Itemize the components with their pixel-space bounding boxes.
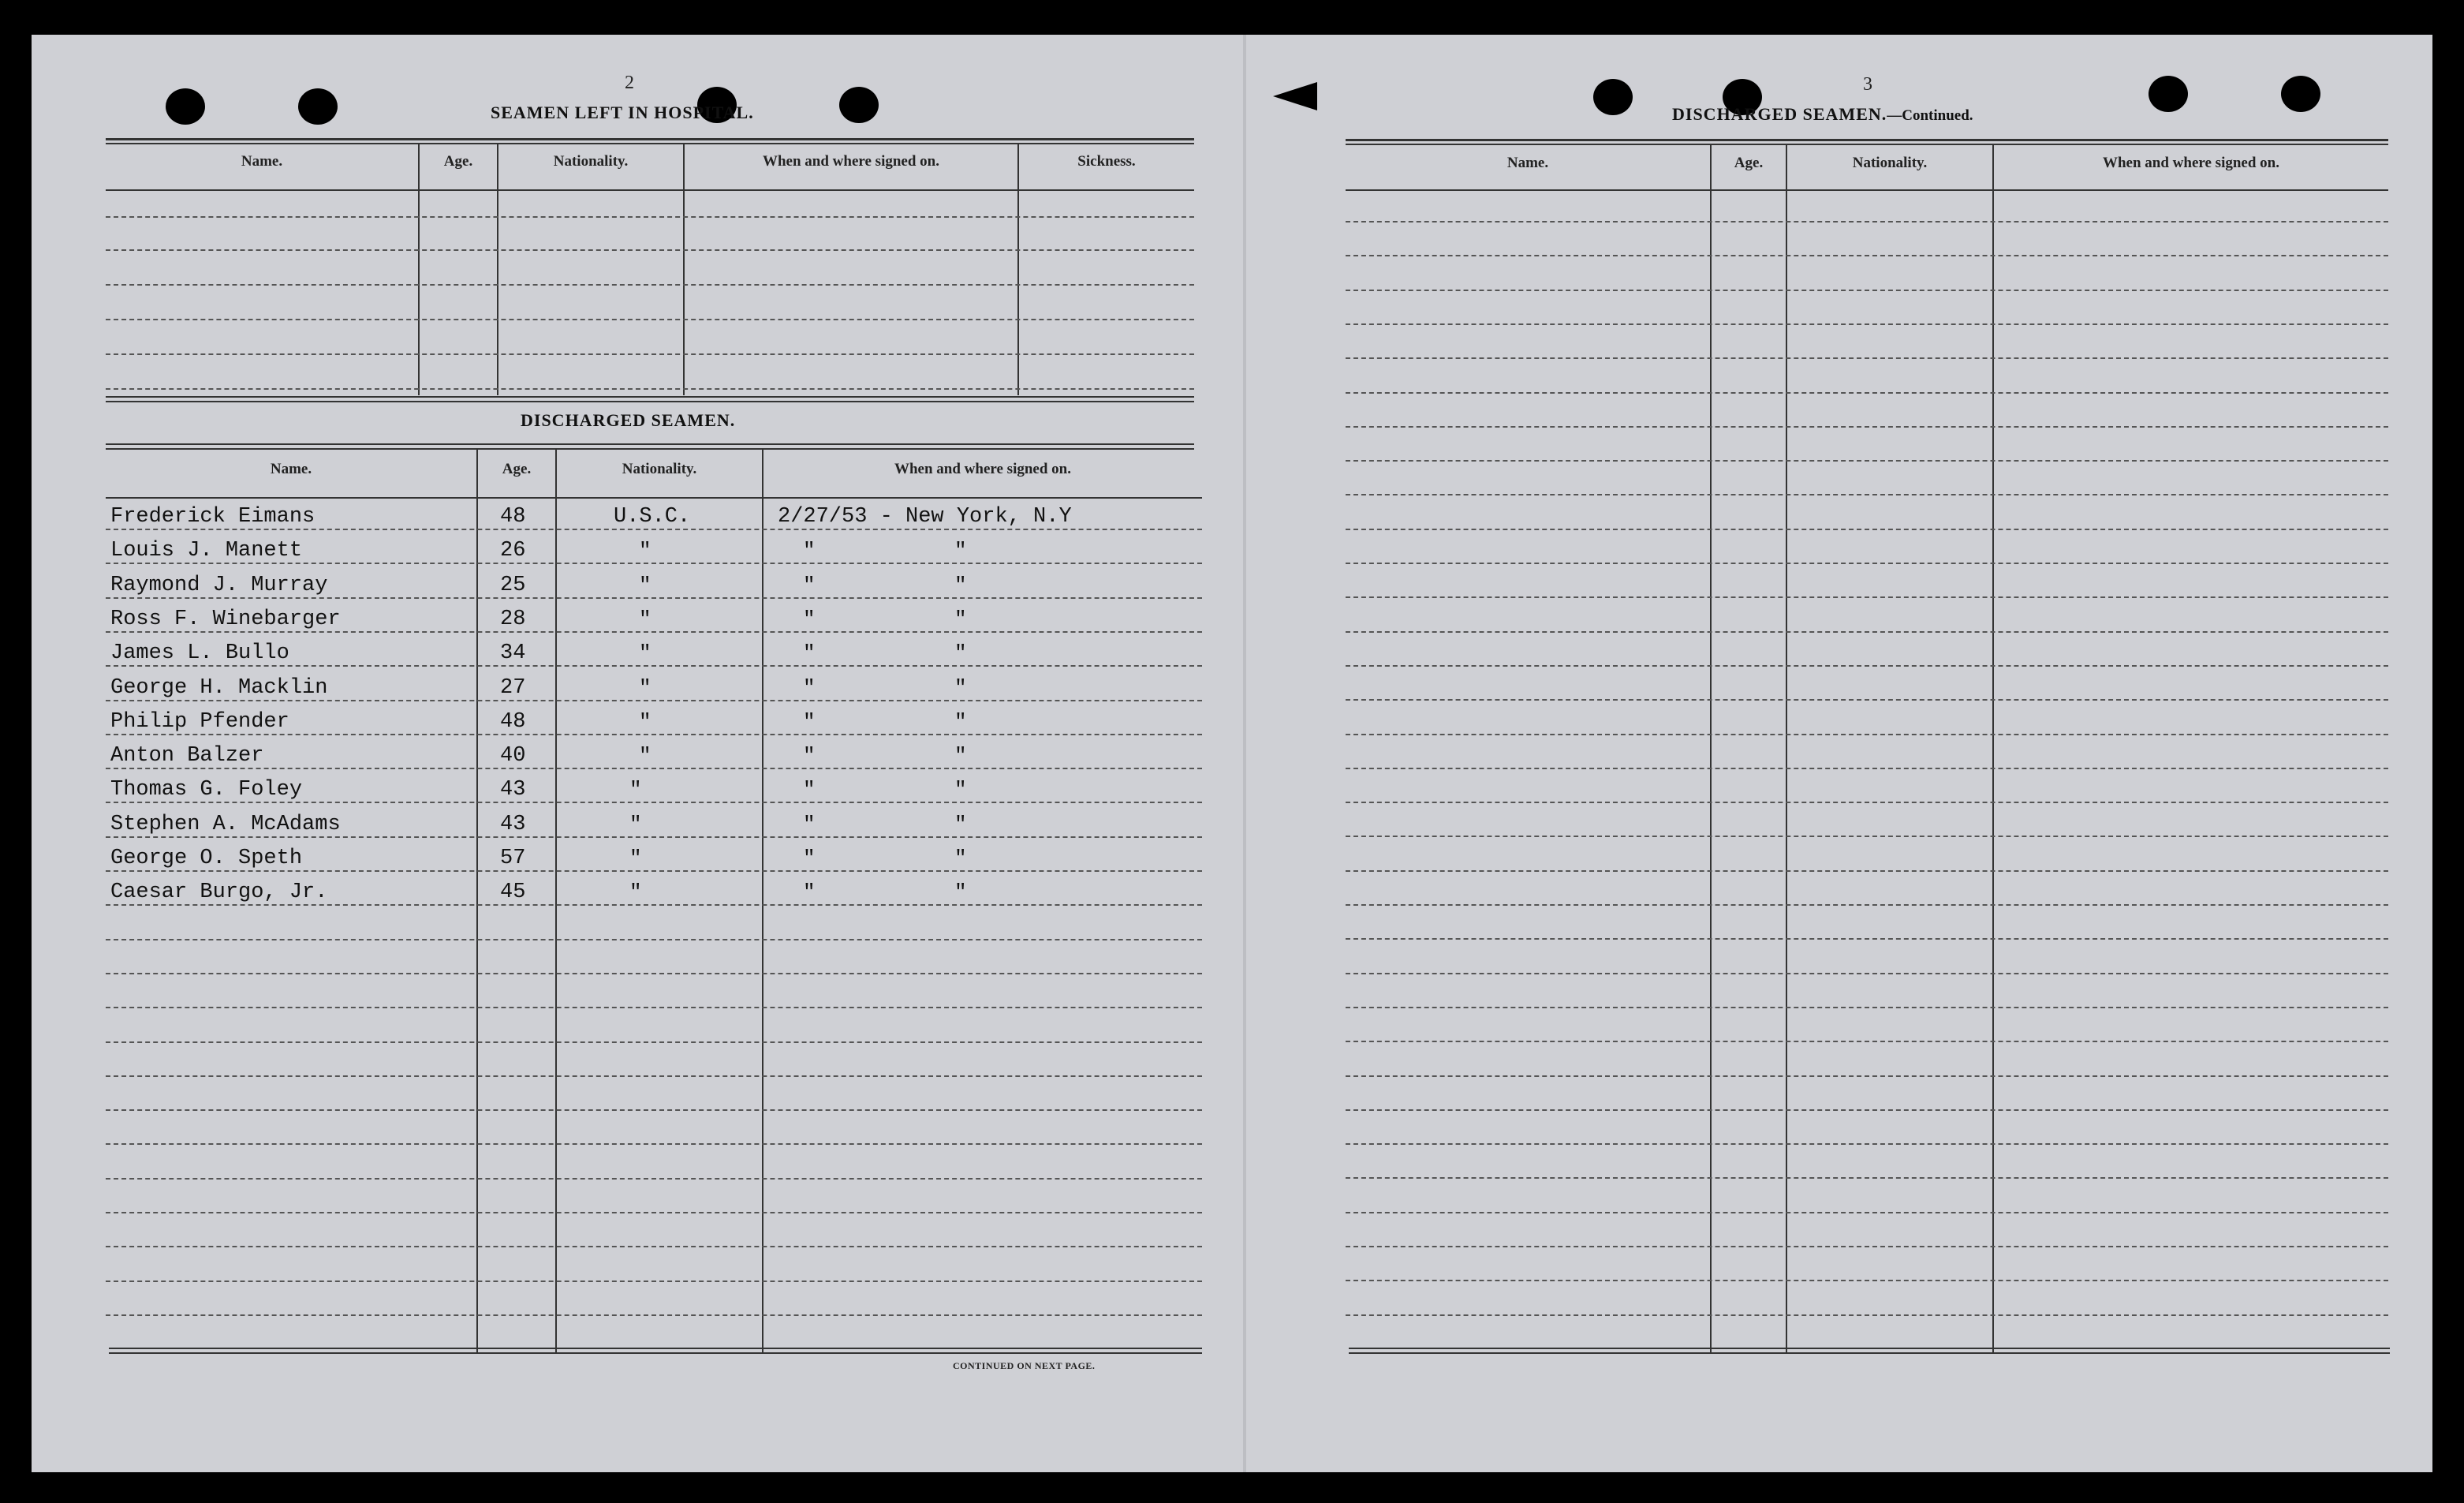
column-divider (555, 450, 557, 1352)
signed-on-place-ditto: " (954, 880, 967, 905)
row-line (106, 734, 1202, 735)
nationality-ditto: " (629, 847, 642, 870)
discharged-section-heading: DISCHARGED SEAMEN. (521, 410, 736, 430)
row-line (106, 284, 1194, 286)
nationality-ditto: " (639, 573, 651, 597)
row-line (106, 216, 1194, 218)
signed-on-date-ditto: " (803, 539, 816, 563)
seaman-name: Stephen A. McAdams (110, 812, 341, 836)
column-header-signed-on: When and where signed on. (2102, 155, 2279, 171)
row-line (1346, 938, 2388, 940)
row-line (106, 1314, 1202, 1316)
signed-on-date-ditto: " (803, 778, 816, 802)
column-header-age: Age. (1734, 155, 1764, 171)
punch-hole (298, 88, 338, 125)
signed-on-place-ditto: " (954, 812, 967, 836)
column-divider (1992, 145, 1994, 1352)
row-line (1346, 1007, 2388, 1008)
table-rule (106, 143, 1194, 144)
seaman-age: 34 (500, 641, 526, 666)
seaman-name: Thomas G. Foley (110, 778, 303, 802)
table-rule (106, 138, 1194, 140)
seaman-age: 43 (500, 778, 526, 802)
seaman-nationality: U.S.C. (614, 505, 691, 529)
page-number: 3 (1863, 74, 1872, 95)
row-line (106, 1007, 1202, 1008)
punch-hole (2281, 76, 2320, 112)
nationality-ditto: " (629, 880, 642, 905)
nationality-ditto: " (639, 709, 651, 734)
seaman-age: 57 (500, 847, 526, 870)
row-line (1346, 1075, 2388, 1077)
row-line (1346, 768, 2388, 769)
table-rule (106, 448, 1194, 450)
column-header-nationality: Nationality. (622, 461, 697, 477)
column-divider (1710, 145, 1712, 1352)
punch-hole (839, 87, 879, 123)
seaman-name: Frederick Eimans (110, 505, 315, 529)
column-header-signed-on: When and where signed on. (762, 153, 939, 170)
row-line (1346, 392, 2388, 394)
column-header-sickness: Sickness. (1077, 153, 1136, 170)
row-line (1346, 494, 2388, 495)
scanned-document (32, 35, 2432, 1472)
punch-hole (166, 88, 205, 125)
row-line (106, 836, 1202, 838)
row-line (1346, 255, 2388, 256)
row-line (1346, 1143, 2388, 1145)
signed-on-place-ditto: " (954, 539, 967, 563)
seaman-age: 45 (500, 880, 526, 905)
row-line (1346, 1109, 2388, 1111)
signed-on-date-ditto: " (803, 607, 816, 631)
table-rule (109, 1348, 1202, 1349)
row-line (106, 1041, 1202, 1043)
row-line (106, 700, 1202, 701)
nationality-ditto: " (639, 744, 651, 768)
row-line (1346, 734, 2388, 735)
seaman-name: Caesar Burgo, Jr. (110, 880, 328, 905)
row-line (1346, 460, 2388, 462)
row-line (1346, 290, 2388, 291)
nationality-ditto: " (639, 641, 651, 666)
row-line (106, 939, 1202, 940)
heading-text: DISCHARGED SEAMEN. (1672, 104, 1887, 124)
row-line (1346, 563, 2388, 564)
table-rule (109, 1352, 1202, 1354)
row-line (1346, 1314, 2388, 1316)
table-rule (106, 497, 1202, 499)
seaman-signed-on: 2/27/53 - New York, N.Y (778, 505, 1072, 529)
column-header-nationality: Nationality. (553, 153, 629, 170)
signed-on-date-ditto: " (803, 812, 816, 836)
punch-hole (1593, 79, 1633, 115)
row-line (1346, 323, 2388, 325)
table-rule (1349, 1348, 2390, 1349)
column-header-name: Name. (270, 461, 312, 477)
row-line (1346, 904, 2388, 906)
column-divider (762, 450, 763, 1352)
signed-on-place-ditto: " (954, 641, 967, 666)
nationality-ditto: " (629, 778, 642, 802)
row-line (106, 1281, 1202, 1282)
row-line (1346, 529, 2388, 530)
seaman-name: Louis J. Manett (110, 539, 303, 563)
row-line (1346, 1041, 2388, 1042)
nationality-ditto: " (639, 539, 651, 563)
triangle-mark (1273, 82, 1317, 110)
row-line (106, 353, 1194, 355)
table-rule (1346, 189, 2388, 191)
column-header-age: Age. (443, 153, 473, 170)
signed-on-place-ditto: " (954, 847, 967, 870)
row-line (106, 1178, 1202, 1180)
row-line (1346, 802, 2388, 803)
column-divider (418, 144, 420, 395)
nationality-ditto: " (639, 607, 651, 631)
row-line (1346, 1246, 2388, 1247)
table-rule (1346, 139, 2388, 141)
seaman-age: 27 (500, 675, 526, 700)
table-rule (106, 189, 1194, 191)
row-line (106, 631, 1202, 633)
row-line (106, 1246, 1202, 1247)
signed-on-date-ditto: " (803, 641, 816, 666)
column-divider (1786, 145, 1787, 1352)
seaman-age: 28 (500, 607, 526, 631)
continued-note: CONTINUED ON NEXT PAGE. (953, 1360, 1096, 1371)
signed-on-place-ditto: " (954, 675, 967, 700)
column-divider (476, 450, 478, 1352)
row-line (106, 597, 1202, 599)
row-line (1346, 426, 2388, 428)
signed-on-place-ditto: " (954, 709, 967, 734)
nationality-ditto: " (639, 675, 651, 700)
row-line (106, 802, 1202, 803)
row-line (106, 1109, 1202, 1111)
row-line (106, 1212, 1202, 1213)
column-header-name: Name. (241, 153, 283, 170)
row-line (106, 1075, 1202, 1077)
seaman-name: George O. Speth (110, 847, 303, 870)
row-line (1346, 596, 2388, 598)
row-line (1346, 973, 2388, 974)
row-line (1346, 1177, 2388, 1179)
signed-on-date-ditto: " (803, 744, 816, 768)
row-line (106, 665, 1202, 667)
signed-on-place-ditto: " (954, 778, 967, 802)
signed-on-date-ditto: " (803, 709, 816, 734)
column-header-age: Age. (502, 461, 532, 477)
row-line (106, 529, 1202, 530)
row-line (1346, 1212, 2388, 1213)
row-line (106, 904, 1202, 906)
seaman-name: George H. Macklin (110, 675, 328, 700)
table-rule (106, 443, 1194, 445)
row-line (1346, 699, 2388, 701)
row-line (1346, 631, 2388, 633)
table-rule (1349, 1352, 2390, 1354)
seaman-name: James L. Bullo (110, 641, 289, 666)
row-line (106, 870, 1202, 872)
column-header-name: Name. (1506, 155, 1549, 171)
left-page (32, 35, 1246, 1472)
table-rule (1346, 144, 2388, 145)
row-line (1346, 1280, 2388, 1281)
table-rule (106, 396, 1194, 398)
seaman-age: 40 (500, 744, 526, 768)
signed-on-place-ditto: " (954, 607, 967, 631)
seaman-age: 43 (500, 812, 526, 836)
row-line (1346, 870, 2388, 872)
page-number: 2 (625, 73, 634, 93)
signed-on-date-ditto: " (803, 573, 816, 597)
seaman-name: Anton Balzer (110, 744, 264, 768)
row-line (1346, 357, 2388, 359)
row-line (106, 1143, 1202, 1145)
nationality-ditto: " (629, 812, 642, 836)
signed-on-date-ditto: " (803, 675, 816, 700)
row-line (106, 319, 1194, 320)
column-divider (497, 144, 498, 395)
seaman-age: 26 (500, 539, 526, 563)
seaman-age: 25 (500, 573, 526, 597)
signed-on-place-ditto: " (954, 744, 967, 768)
seaman-age: 48 (500, 505, 526, 529)
row-line (106, 973, 1202, 974)
signed-on-place-ditto: " (954, 573, 967, 597)
column-divider (1017, 144, 1019, 395)
hospital-section-heading: SEAMEN LEFT IN HOSPITAL. (491, 103, 754, 122)
row-line (1346, 836, 2388, 837)
row-line (1346, 221, 2388, 222)
discharged-continued-heading (1672, 104, 1973, 125)
column-divider (683, 144, 685, 395)
heading-suffix: —Continued. (1887, 107, 1973, 124)
punch-hole (2149, 76, 2188, 112)
table-rule (106, 401, 1194, 402)
signed-on-date-ditto: " (803, 880, 816, 905)
row-line (106, 388, 1194, 390)
right-page (1246, 35, 2432, 1472)
seaman-name: Raymond J. Murray (110, 573, 328, 597)
seaman-name: Philip Pfender (110, 709, 289, 734)
seaman-age: 48 (500, 709, 526, 734)
row-line (106, 563, 1202, 564)
seaman-name: Ross F. Winebarger (110, 607, 341, 631)
row-line (106, 768, 1202, 769)
signed-on-date-ditto: " (803, 847, 816, 870)
row-line (1346, 665, 2388, 667)
column-header-signed-on: When and where signed on. (894, 461, 1071, 477)
column-header-nationality: Nationality. (1852, 155, 1928, 171)
row-line (106, 249, 1194, 251)
